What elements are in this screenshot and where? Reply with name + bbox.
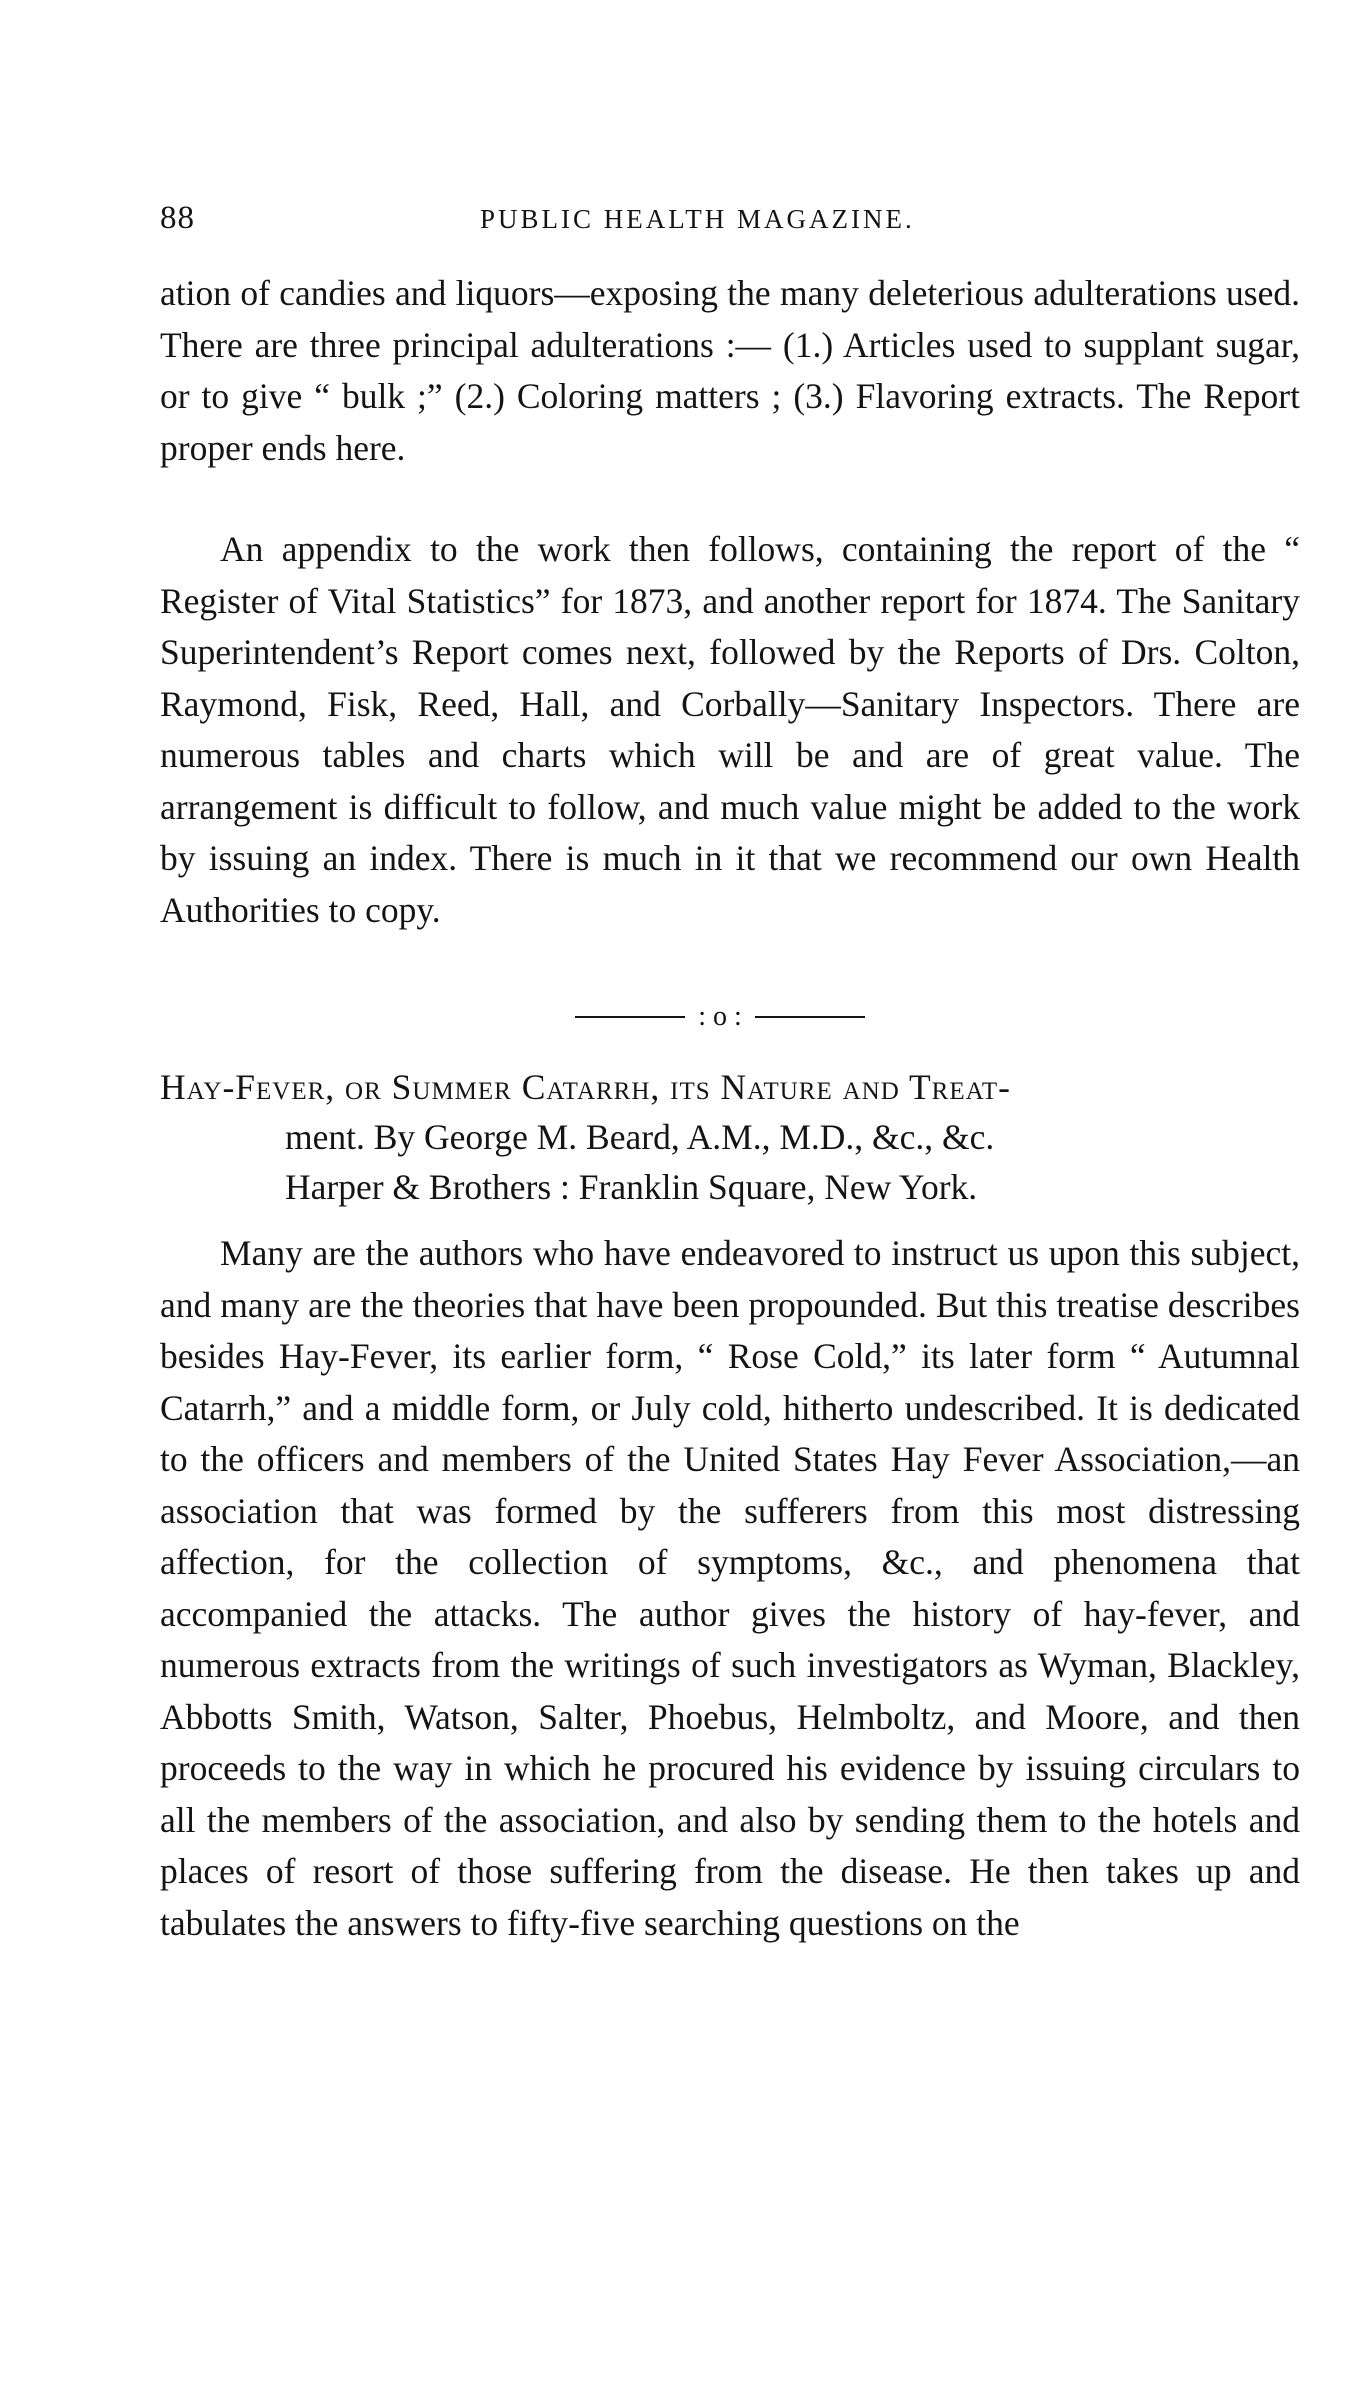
book-title-line: Hay-Fever, or Summer Catarrh, its Nature and Treat-	[160, 1067, 1011, 1107]
paragraph-text: ation of candies and liquors—exposing the many deleterious adulterations used. There are three principal adulterations :— (1.) Articles used to supplant sugar, or to give “ bulk ;” (2.) Coloring matters ; (3.) Flavoring extracts. The Report proper ends here.	[160, 273, 1300, 468]
page-number: 88	[160, 200, 195, 236]
section-divider	[560, 1000, 880, 1030]
divider-mark: : o :	[698, 1000, 742, 1032]
paragraph-review	[160, 1228, 1300, 1949]
book-author-line: ment. By George M. Beard, A.M., M.D., &c., &c.	[285, 1117, 995, 1157]
paragraph-continued	[160, 268, 1300, 474]
paragraph-text: Many are the authors who have endeavored to instruct us upon this subject, and many are the theories that have been propounded. But this treatise describes besides Hay-Fever, its earlier form, “ Rose Cold,” its later form “ Autumnal Catarrh,” and a middle form, or July cold, hitherto undescribed. It is dedicated to the officers and members of the United States Hay Fever Association,—an association that was formed by the sufferers from this most distressing affection, for the collection of symptoms, &c., and phenomena that accompanied the attacks. The author gives the history of hay-fever, and numerous extracts from the writings of such investigators as Wyman, Blackley, Abbotts Smith, Watson, Salter, Phoebus, Helmboltz, and Moore, and then proceeds to the way in which he procured his evidence by issuing circulars to all the members of the association, and also by sending them to the hotels and places of resort of those suffering from the disease. He then takes up and tabulates the answers to fifty-five searching questions on the	[160, 1233, 1300, 1943]
divider-rule-left	[575, 1016, 685, 1018]
running-head	[160, 200, 1300, 240]
book-review-heading	[160, 1062, 1300, 1212]
running-title: PUBLIC HEALTH MAGAZINE.	[480, 204, 915, 234]
book-publisher-line: Harper & Brothers : Franklin Square, New York.	[285, 1167, 978, 1207]
divider-rule-right	[755, 1016, 865, 1018]
paragraph-appendix	[160, 524, 1300, 936]
paragraph-text: An appendix to the work then follows, containing the report of the “ Register of Vital Statistics” for 1873, and another report for 1874. The Sanitary Superintendent’s Report comes next, followed by the Reports of Drs. Colton, Raymond, Fisk, Reed, Hall, and Corbally—Sanitary Inspectors. There are numerous tables and charts which will be and are of great value. The arrangement is difficult to follow, and much value might be added to the work by issuing an index. There is much in it that we recommend our own Health Authorities to copy.	[160, 529, 1300, 930]
